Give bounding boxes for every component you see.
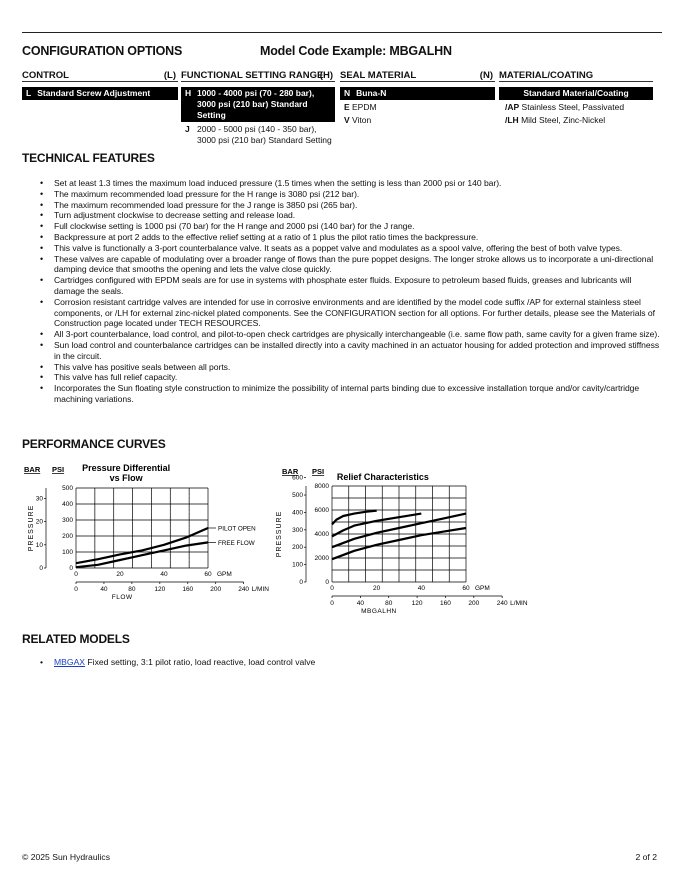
model-code-example: Model Code Example: MBGALHN [260,44,452,58]
psi-tick-label: 2000 [314,555,329,562]
lmin-tick-label: 0 [74,586,78,593]
technical-feature-item: • The maximum recommended load pressure for the J range is 3850 psi (265 bar). [40,200,664,211]
top-rule [22,32,662,33]
lmin-tick-label: 200 [468,600,480,607]
technical-feature-item: • This valve has full relief capacity. [40,372,664,383]
pressure-differential-chart [22,458,269,608]
bar-tick-label: 400 [292,509,303,517]
related-model-item [40,657,315,667]
gpm-tick-label: 60 [204,571,212,578]
lmin-unit-label: L/MIN [510,600,528,607]
related-model-description: Fixed setting, 3:1 pilot ratio, load reactive, load control valve [85,657,316,667]
footer-page-number: 2 of 2 [635,852,657,862]
technical-feature-item: • These valves are capable of modulating over a broader range of flows than the pure poppet designs. The longer stroke allows us to incorporate a uni-directional damping device that smooths the opening and lets the valve close quickly. [40,254,664,276]
chart-title: Pressure Differential [82,463,171,473]
chart-title: vs Flow [109,473,143,483]
gpm-tick-label: 40 [160,571,168,578]
bar-tick-label: 0 [39,565,43,572]
psi-tick-label: 8000 [314,483,329,490]
option-letter: E [344,102,350,112]
lmin-tick-label: 200 [210,586,222,593]
column-heading: CONTROL [22,70,69,81]
series-label: PILOT OPEN [218,525,256,533]
option-letter: N [344,88,351,98]
technical-feature-item: • The maximum recommended load pressure for the H range is 3080 psi (212 bar). [40,189,664,200]
option-text: Buna-N [356,88,387,98]
bar-tick-label: 10 [35,541,43,549]
chart-title: Relief Characteristics [336,472,429,482]
gpm-tick-label: 0 [330,585,334,592]
bar-tick-label: 500 [292,492,303,500]
option-row [181,124,335,145]
option-text: 2000 - 5000 psi (140 - 350 bar), 3000 psi (210 bar) Standard Setting [197,124,332,145]
gpm-unit-label: GPM [217,571,232,578]
bar-tick-label: 100 [292,561,303,569]
gpm-tick-label: 40 [417,585,425,592]
option-letter: J [185,124,190,134]
column-code: (N) [479,70,493,81]
lmin-tick-label: 240 [238,586,250,593]
x-axis-label: MBGALHN [361,608,397,615]
bar-unit-label: BAR [282,467,299,476]
config-title: CONFIGURATION OPTIONS [22,44,183,58]
technical-feature-item: • Set at least 1.3 times the maximum load induced pressure (1.5 times when the setting is less than 2000 psi or 140 bar). [40,178,664,189]
technical-feature-item: • All 3-port counterbalance, load control, and pilot-to-open check cartridges are physically interchangeable (i.e. same flow path, same cavity for a given frame size). [40,329,664,340]
column-heading: SEAL MATERIAL [340,70,417,81]
option-row [499,115,653,126]
lmin-tick-label: 40 [356,600,364,607]
option-row [340,115,495,126]
option-standard [181,87,335,122]
option-text: 1000 - 4000 psi (70 - 280 bar), 3000 psi (210 bar) Standard Setting [197,88,315,120]
technical-feature-item: • Full clockwise setting is 1000 psi (70 bar) for the H range and 2000 psi (140 bar) for the J range. [40,221,664,232]
footer-copyright: © 2025 Sun Hydraulics [22,852,111,862]
bar-unit-label: BAR [24,465,41,474]
technical-feature-item: • Corrosion resistant cartridge valves are intended for use in corrosive environments and are identified by the model code suffix /AP for external stainless steel components, or /LH for external zinc-nickel plated components. See the CONFIGURATION section for all options. For further details, please see the Materials of Construction page located under TECH RESOURCES. [40,297,664,329]
relief-characteristics-chart [276,462,528,622]
psi-tick-label: 0 [325,579,329,586]
psi-tick-label: 200 [62,533,73,540]
lmin-tick-label: 160 [182,586,194,593]
gpm-tick-label: 20 [116,571,124,578]
option-letter: V [344,114,350,125]
y-axis-label: PRESSURE [276,510,283,558]
psi-tick-label: 0 [69,565,73,572]
bar-tick-label: 0 [299,579,303,586]
related-model-link[interactable]: MBGAX [54,657,86,667]
technical-feature-item: • Sun load control and counterbalance cartridges can be installed directly into a cavity machined in an actuator housing for added protection and improved stiffness in the circuit. [40,340,664,362]
lmin-tick-label: 240 [496,600,508,607]
lmin-tick-label: 40 [100,586,108,593]
psi-tick-label: 4000 [314,531,329,538]
series-line [76,542,208,567]
option-letter: /AP [505,102,520,112]
option-text: EPDM [352,102,377,112]
option-text: Stainless Steel, Passivated [521,102,625,112]
config-column-setting-range [181,70,335,145]
option-text: Standard Material/Coating [523,88,629,98]
config-column-seal-material [340,70,495,125]
column-code: (L) [163,70,176,81]
option-text: Mild Steel, Zinc-Nickel [521,114,606,125]
related-models-list [40,657,315,667]
config-column-control [22,70,178,100]
technical-feature-item: • Cartridges configured with EPDM seals are for use in systems with phosphate ester fluids. Exposure to petroleum based fluids, greases and lubricants will damage the seals. [40,275,664,297]
technical-feature-item: • This valve has positive seals between all ports. [40,362,664,373]
technical-feature-item: • This valve is functionally a 3-port counterbalance valve. It seats as a poppet valve and modulates as a spool valve, offering the best of both valve types. [40,243,664,254]
psi-tick-label: 500 [62,485,73,492]
psi-unit-label: PSI [52,465,65,474]
psi-tick-label: 6000 [314,507,329,514]
gpm-tick-label: 60 [462,585,470,592]
technical-features-title: TECHNICAL FEATURES [22,151,155,165]
performance-curves-title: PERFORMANCE CURVES [22,437,166,451]
lmin-tick-label: 120 [411,600,423,607]
bar-tick-label: 300 [292,526,303,534]
lmin-unit-label: L/MIN [251,586,269,593]
lmin-tick-label: 80 [128,586,136,593]
lmin-tick-label: 80 [385,600,393,607]
gpm-tick-label: 0 [74,571,78,578]
psi-tick-label: 400 [62,501,73,508]
bar-tick-label: 30 [35,495,43,503]
psi-tick-label: 300 [62,517,73,524]
lmin-tick-label: 160 [440,600,451,607]
gpm-unit-label: GPM [475,585,490,592]
column-heading: MATERIAL/COATING [499,70,594,81]
gpm-tick-label: 20 [373,585,381,592]
option-standard [22,87,178,100]
bar-tick-label: 200 [292,544,303,552]
psi-tick-label: 100 [62,549,73,556]
option-text: Viton [352,114,372,125]
option-standard [499,87,653,100]
technical-feature-item: • Turn adjustment clockwise to decrease setting and release load. [40,210,664,221]
option-row [340,102,495,113]
option-letter: L [26,88,32,98]
bar-tick-label: 600 [292,474,303,482]
lmin-tick-label: 0 [330,600,334,607]
option-letter: /LH [505,114,519,125]
column-heading: FUNCTIONAL SETTING RANGE [181,70,324,81]
column-code: (H) [319,70,333,81]
option-standard [340,87,495,100]
technical-feature-item: • Incorporates the Sun floating style construction to minimize the possibility of internal parts binding due to excessive installation torque and/or cavity/cartridge machining variations. [40,383,664,405]
psi-unit-label: PSI [312,467,325,476]
option-letter: H [185,88,192,98]
bar-tick-label: 20 [35,518,43,526]
option-row [499,102,653,113]
technical-feature-item: • Backpressure at port 2 adds to the effective relief setting at a ratio of 1 plus the pilot ratio times the backpressure. [40,232,664,243]
lmin-tick-label: 120 [154,586,166,593]
x-axis-label: FLOW [111,594,133,601]
series-label: FREE FLOW [218,539,255,547]
config-column-material-coating [499,70,653,125]
option-text: Standard Screw Adjustment [37,88,151,98]
y-axis-label: PRESSURE [28,504,35,552]
related-models-title: RELATED MODELS [22,632,130,646]
technical-features-list [40,178,664,405]
